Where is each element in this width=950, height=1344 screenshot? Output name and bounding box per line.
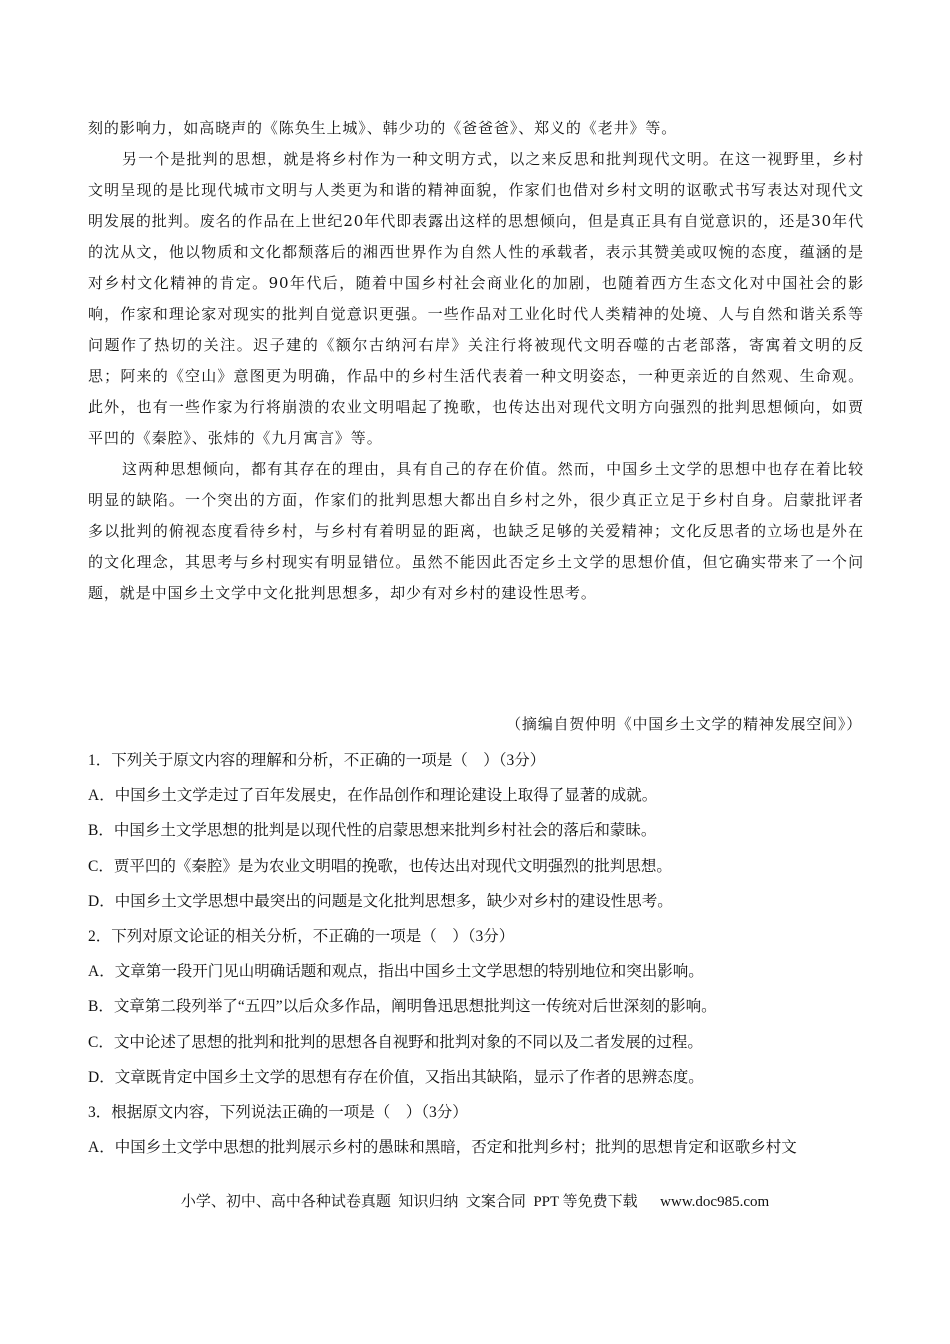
question-3-stem: 3．根据原文内容，下列说法正确的一项是（ ）（3分） <box>88 1103 468 1121</box>
question-1-option-d: D．中国乡土文学思想中最突出的问题是文化批判思想多，缺少对乡村的建设性思考。 <box>88 892 673 910</box>
question-1-stem: 1．下列关于原文内容的理解和分析，不正确的一项是（ ）（3分） <box>88 752 546 769</box>
question-1-option-c: C．贾平凹的《秦腔》是为农业文明唱的挽歌，也传达出对现代文明强烈的批判思想。 <box>88 857 672 875</box>
question-2-stem: 2．下列对原文论证的相关分析，不正确的一项是（ ）（3分） <box>88 927 515 945</box>
page-footer[interactable]: 小学、初中、高中各种试卷真题 知识归纳 文案合同 PPT 等免费下载 www.doc985.com <box>180 1194 770 1210</box>
passage-paragraph-3: 这两种思想倾向，都有其存在的理由，具有自己的存在价值。然而，中国乡土文学的思想中也存在着比较明显的缺陷。一个突出的方面，作家们的批判思想大都出自乡村之外，很少真正立足于乡村自身。启蒙批评者多以批判的俯视态度看待乡村，与乡村有着明显的距离，也缺乏足够的关爱精神；文化反思者的立场也是外在的文化理念，其思考与乡村现实有明显错位。虽然不能因此否定乡土文学的思想价值，但它确实带来了一个问题，就是中国乡土文学中文化批判思想多，却少有对乡村的建设性思考。 <box>88 460 864 602</box>
question-2-option-d: D．文章既肯定中国乡土文学的思想有存在价值，又指出其缺陷，显示了作者的思辨态度。 <box>88 1068 704 1086</box>
question-2-option-c: C．文中论述了思想的批判和批判的思想各自视野和批判对象的不同以及二者发展的过程。 <box>88 1033 703 1051</box>
question-1-option-b: B．中国乡土文学思想的批判是以现代性的启蒙思想来批判乡村社会的落后和蒙昧。 <box>88 822 657 840</box>
question-2-option-a: A．文章第一段开门见山明确话题和观点，指出中国乡土文学思想的特别地位和突出影响。 <box>88 963 704 981</box>
question-3-option-a: A．中国乡土文学中思想的批判展示乡村的愚昧和黑暗，否定和批判乡村；批判的思想肯定和讴歌乡村文 <box>88 1139 797 1157</box>
passage-paragraph-1: 刻的影响力，如高晓声的《陈奂生上城》、韩少功的《爸爸爸》、郑义的《老井》等。 <box>88 119 678 137</box>
question-1-option-a: A．中国乡土文学走过了百年发展史，在作品创作和理论建设上取得了显著的成就。 <box>88 787 658 805</box>
passage-source: （摘编自贺仲明《中国乡土文学的精神发展空间》） <box>506 715 862 733</box>
reading-passage <box>88 113 864 609</box>
question-2-option-b: B．文章第二段列举了“五四”以后众多作品，阐明鲁迅思想批判这一传统对后世深刻的影响。 <box>88 998 717 1016</box>
question-list <box>88 749 878 1171</box>
passage-paragraph-2: 另一个是批判的思想，就是将乡村作为一种文明方式，以之来反思和批判现代文明。在这一视野里，乡村文明呈现的是比现代城市文明与人类更为和谐的精神面貌，作家们也借对乡村文明的讴歌式书写表达对现代文明发展的批判。废名的作品在上世纪20年代即表露出这样的思想倾向，但是真正具有自觉意识的，还是30年代的沈从文，他以物质和文化都颓落后的湘西世界作为自然人性的承载者，表示其赞美或叹惋的态度，蕴涵的是对乡村文化精神的肯定。90年代后，随着中国乡村社会商业化的加剧，也随着西方生态文化对中国社会的影响，作家和理论家对现实的批判自觉意识更强。一些作品对工业化时代人类精神的处境、人与自然和谐关系等问题作了热切的关注。迟子建的《额尔古纳河右岸》关注行将被现代文明吞噬的古老部落，寄寓着文明的反思；阿来的《空山》意图更为明确，作品中的乡村生活代表着一种文明姿态，一种更亲近的自然观、生命观。此外，也有一些作家为行将崩溃的农业文明唱起了挽歌，也传达出对现代文明方向强烈的批判思想倾向，如贾平凹的《秦腔》、张炜的《九月寓言》等。 <box>88 150 864 447</box>
